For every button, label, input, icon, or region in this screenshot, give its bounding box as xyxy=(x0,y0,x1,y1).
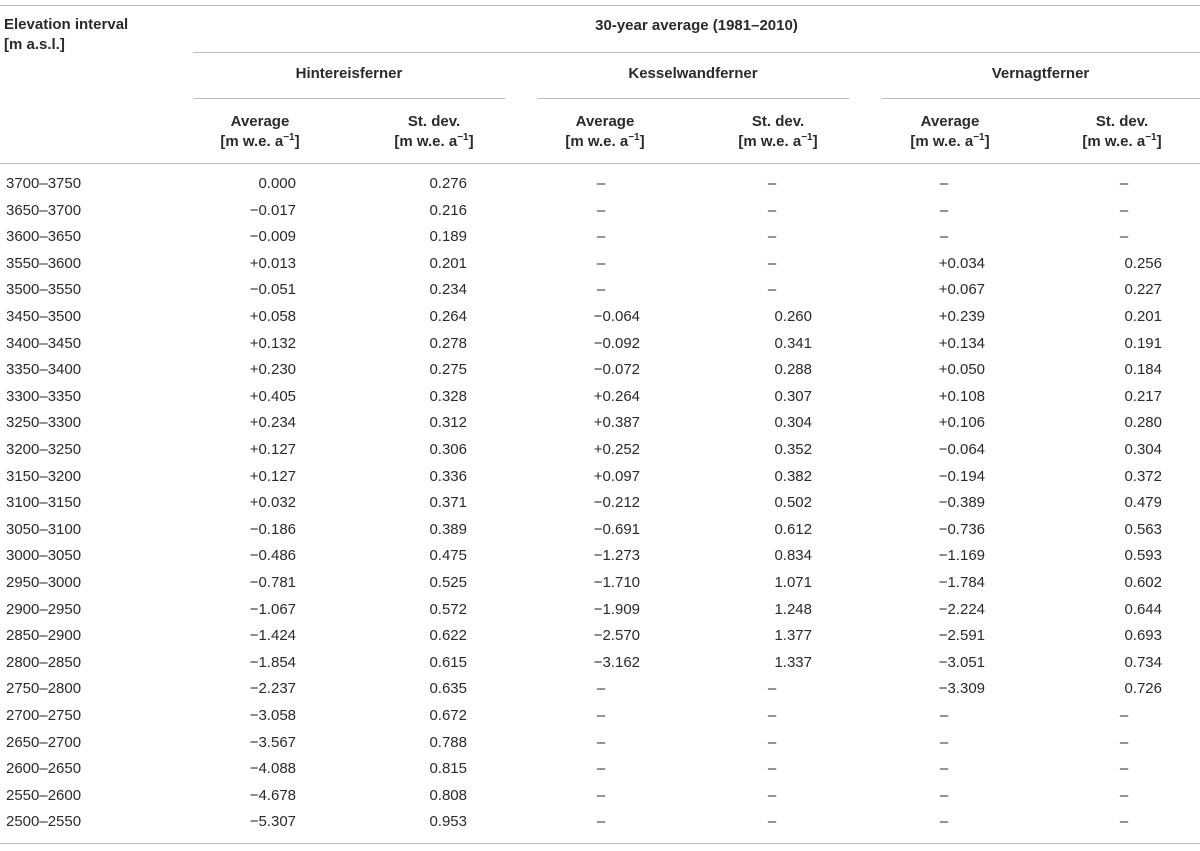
glacier-rule-vernagtferner xyxy=(881,98,1200,99)
st-dev-cell: 0.644 xyxy=(1124,600,1162,618)
average-cell: −1.784 xyxy=(938,574,985,591)
average-cell: −1.067 xyxy=(249,600,296,618)
elevation-interval-cell: 2550–2600 xyxy=(6,786,82,804)
st-dev-cell: 0.672 xyxy=(429,707,467,724)
average-cell: −0.736 xyxy=(938,520,985,538)
elevation-interval-cell: 3300–3350 xyxy=(6,387,82,405)
st-dev-cell: – xyxy=(1119,175,1129,192)
st-dev-cell: – xyxy=(767,707,777,724)
elevation-interval-cell: 2700–2750 xyxy=(6,707,82,724)
st-dev-cell: 0.602 xyxy=(1124,574,1162,591)
st-dev-cell: 0.734 xyxy=(1124,653,1162,671)
st-dev-cell: – xyxy=(1119,228,1129,246)
st-dev-cell: 1.071 xyxy=(774,574,812,591)
st-dev-cell: 0.622 xyxy=(429,627,467,645)
average-cell: – xyxy=(939,786,949,804)
elevation-interval-cell: 3500–3550 xyxy=(6,281,82,299)
st-dev-cell: – xyxy=(767,760,777,778)
elevation-interval-cell: 3700–3750 xyxy=(6,175,82,192)
average-cell: +0.032 xyxy=(249,494,296,512)
average-cell: +0.106 xyxy=(938,414,985,432)
st-dev-cell: 0.278 xyxy=(429,334,467,352)
st-dev-cell: 0.275 xyxy=(429,361,467,379)
average-cell: 0.000 xyxy=(258,175,296,192)
average-cell: +0.252 xyxy=(593,441,640,458)
st-dev-cell: 1.337 xyxy=(774,653,812,671)
average-cell: −2.237 xyxy=(249,680,296,698)
st-dev-cell: 0.306 xyxy=(429,441,467,458)
average-cell: – xyxy=(939,760,949,778)
st-dev-cell: – xyxy=(767,786,777,804)
elevation-interval-cell: 3250–3300 xyxy=(6,414,82,432)
elevation-interval-cell: 3550–3600 xyxy=(6,254,82,272)
average-cell: −3.058 xyxy=(249,707,296,724)
col-header-st-dev: St. dev. [m w.e. $a^{-1}$] xyxy=(1082,113,1162,150)
st-dev-cell: 0.612 xyxy=(774,520,812,538)
stub-header-line-1: Elevation interval xyxy=(4,16,129,33)
elevation-interval-cell: 3200–3250 xyxy=(6,441,82,458)
glacier-header-vernagtferner: Vernagtferner xyxy=(991,65,1090,82)
st-dev-cell: 0.260 xyxy=(774,308,812,325)
average-cell: – xyxy=(596,786,606,804)
st-dev-cell: 0.372 xyxy=(1124,467,1162,485)
average-cell: +0.387 xyxy=(593,414,640,432)
average-cell: +0.132 xyxy=(249,334,296,352)
st-dev-cell: 0.593 xyxy=(1124,547,1162,565)
st-dev-cell: 0.635 xyxy=(429,680,467,698)
average-cell: – xyxy=(939,733,949,751)
average-cell: −0.072 xyxy=(593,361,640,379)
average-cell: −1.854 xyxy=(249,653,296,671)
elevation-interval-cell: 2650–2700 xyxy=(6,733,82,751)
st-dev-cell: 1.248 xyxy=(774,600,812,618)
average-cell: – xyxy=(596,228,606,246)
bottom-rule xyxy=(0,843,1200,844)
st-dev-cell: 0.693 xyxy=(1124,627,1162,645)
st-dev-cell: 0.788 xyxy=(429,733,467,751)
average-cell: – xyxy=(939,175,949,192)
average-cell: +0.134 xyxy=(938,334,985,352)
st-dev-cell: 0.191 xyxy=(1124,334,1162,352)
average-cell: −0.212 xyxy=(593,494,640,512)
average-cell: +0.127 xyxy=(249,467,296,485)
st-dev-cell: – xyxy=(1119,760,1129,778)
st-dev-cell: 0.184 xyxy=(1124,361,1162,379)
st-dev-cell: 0.572 xyxy=(429,600,467,618)
average-cell: +0.058 xyxy=(249,308,296,325)
st-dev-cell: 0.288 xyxy=(774,361,812,379)
stub-header-line-2: [m a.s.l.] xyxy=(4,36,65,53)
average-cell: −1.169 xyxy=(938,547,985,565)
top-rule xyxy=(0,5,1200,6)
st-dev-cell: – xyxy=(767,733,777,751)
average-cell: – xyxy=(596,733,606,751)
elevation-interval-cell: 3350–3400 xyxy=(6,361,82,379)
st-dev-cell: 0.328 xyxy=(429,387,467,405)
st-dev-cell: – xyxy=(767,201,777,219)
average-cell: – xyxy=(596,175,606,192)
st-dev-cell: 0.256 xyxy=(1124,254,1162,272)
st-dev-cell: 0.475 xyxy=(429,547,467,565)
st-dev-cell: 0.389 xyxy=(429,520,467,538)
st-dev-cell: 0.615 xyxy=(429,653,467,671)
st-dev-cell: 0.312 xyxy=(429,414,467,432)
elevation-interval-cell: 3400–3450 xyxy=(6,334,82,352)
st-dev-cell: – xyxy=(767,228,777,246)
average-cell: −4.678 xyxy=(249,786,296,804)
average-cell: −5.307 xyxy=(249,813,296,831)
st-dev-cell: 0.479 xyxy=(1124,494,1162,512)
average-cell: +0.050 xyxy=(938,361,985,379)
average-cell: +0.097 xyxy=(593,467,640,485)
elevation-interval-cell: 3650–3700 xyxy=(6,201,82,219)
average-cell: – xyxy=(596,680,606,698)
average-cell: – xyxy=(596,813,606,831)
average-cell: +0.034 xyxy=(938,254,985,272)
average-cell: −0.017 xyxy=(249,201,296,219)
header-bottom-rule xyxy=(0,163,1200,164)
average-cell: +0.127 xyxy=(249,441,296,458)
average-cell: – xyxy=(939,707,949,724)
st-dev-cell: 0.227 xyxy=(1124,281,1162,299)
glacier-header-hintereisferner: Hintereisferner xyxy=(295,65,403,82)
col-header-st-dev: St. dev. [m w.e. $a^{-1}$] xyxy=(394,113,474,150)
st-dev-cell: 0.304 xyxy=(1124,441,1162,458)
average-cell: +0.234 xyxy=(249,414,296,432)
st-dev-cell: – xyxy=(1119,733,1129,751)
st-dev-cell: 1.377 xyxy=(774,627,812,645)
average-cell: – xyxy=(596,760,606,778)
glacier-header-kesselwandferner: Kesselwandferner xyxy=(628,65,758,82)
st-dev-cell: – xyxy=(1119,813,1129,831)
average-cell: −0.064 xyxy=(938,441,985,458)
st-dev-cell: 0.217 xyxy=(1124,387,1162,405)
average-cell: – xyxy=(939,201,949,219)
average-cell: −2.570 xyxy=(593,627,640,645)
elevation-interval-cell: 3450–3500 xyxy=(6,308,82,325)
st-dev-cell: 0.371 xyxy=(429,494,467,512)
average-cell: – xyxy=(596,254,606,272)
average-cell: – xyxy=(939,813,949,831)
st-dev-cell: 0.352 xyxy=(774,441,812,458)
st-dev-cell: – xyxy=(767,175,777,192)
stub-header xyxy=(4,15,184,55)
elevation-interval-cell: 3050–3100 xyxy=(6,520,82,538)
spanner-header: 30-year average (1981–2010) xyxy=(595,17,798,34)
elevation-interval-cell: 2500–2550 xyxy=(6,813,82,831)
st-dev-cell: 0.336 xyxy=(429,467,467,485)
average-cell: +0.239 xyxy=(938,308,985,325)
st-dev-cell: 0.808 xyxy=(429,786,467,804)
st-dev-cell: 0.276 xyxy=(429,175,467,192)
st-dev-cell: 0.525 xyxy=(429,574,467,591)
elevation-interval-cell: 2900–2950 xyxy=(6,600,82,618)
average-cell: – xyxy=(596,281,606,299)
average-cell: −3.567 xyxy=(249,733,296,751)
average-cell: −4.088 xyxy=(249,760,296,778)
col-header-average: Average [m w.e. $a^{-1}$] xyxy=(910,113,990,150)
st-dev-cell: 0.563 xyxy=(1124,520,1162,538)
average-cell: −0.194 xyxy=(938,467,985,485)
glacier-rule-hintereisferner xyxy=(193,98,505,99)
col-header-average: Average [m w.e. $a^{-1}$] xyxy=(565,113,645,150)
average-cell: −1.424 xyxy=(249,627,296,645)
st-dev-cell: 0.234 xyxy=(429,281,467,299)
st-dev-cell: 0.307 xyxy=(774,387,812,405)
col-header-average: Average [m w.e. $a^{-1}$] xyxy=(220,113,300,150)
average-cell: −2.224 xyxy=(938,600,985,618)
average-cell: −0.781 xyxy=(249,574,296,591)
st-dev-cell: 0.189 xyxy=(429,228,467,246)
st-dev-cell: – xyxy=(767,254,777,272)
st-dev-cell: 0.726 xyxy=(1124,680,1162,698)
average-cell: −0.486 xyxy=(249,547,296,565)
elevation-interval-cell: 2800–2850 xyxy=(6,653,82,671)
elevation-interval-cell: 2750–2800 xyxy=(6,680,82,698)
average-cell: −2.591 xyxy=(938,627,985,645)
elevation-interval-cell: 2850–2900 xyxy=(6,627,82,645)
st-dev-cell: 0.280 xyxy=(1124,414,1162,432)
elevation-interval-cell: 3600–3650 xyxy=(6,228,82,246)
elevation-interval-cell: 3000–3050 xyxy=(6,547,82,565)
average-cell: −1.710 xyxy=(593,574,640,591)
st-dev-cell: 0.201 xyxy=(1124,308,1162,325)
average-cell: – xyxy=(939,228,949,246)
average-cell: −3.162 xyxy=(593,653,640,671)
st-dev-cell: 0.382 xyxy=(774,467,812,485)
st-dev-cell: – xyxy=(1119,786,1129,804)
average-cell: +0.108 xyxy=(938,387,985,405)
average-cell: – xyxy=(596,201,606,219)
col-header-st-dev: St. dev. [m w.e. $a^{-1}$] xyxy=(738,113,818,150)
st-dev-cell: – xyxy=(767,813,777,831)
elevation-interval-cell: 2950–3000 xyxy=(6,574,82,591)
average-cell: −0.092 xyxy=(593,334,640,352)
st-dev-cell: 0.815 xyxy=(429,760,467,778)
spanner-rule xyxy=(193,52,1200,53)
glacier-rule-kesselwandferner xyxy=(537,98,849,99)
average-cell: +0.405 xyxy=(249,387,296,405)
average-cell: +0.264 xyxy=(593,387,640,405)
average-cell: −0.009 xyxy=(249,228,296,246)
average-cell: −0.051 xyxy=(249,281,296,299)
average-cell: −1.273 xyxy=(593,547,640,565)
st-dev-cell: – xyxy=(1119,201,1129,219)
average-cell: −3.051 xyxy=(938,653,985,671)
elevation-interval-cell: 3150–3200 xyxy=(6,467,82,485)
average-cell: −1.909 xyxy=(593,600,640,618)
average-cell: −0.691 xyxy=(593,520,640,538)
st-dev-cell: 0.264 xyxy=(429,308,467,325)
average-cell: +0.013 xyxy=(249,254,296,272)
elevation-interval-cell: 2600–2650 xyxy=(6,760,82,778)
average-cell: −0.389 xyxy=(938,494,985,512)
average-cell: – xyxy=(596,707,606,724)
elevation-interval-cell: 3100–3150 xyxy=(6,494,82,512)
st-dev-cell: 0.834 xyxy=(774,547,812,565)
average-cell: −3.309 xyxy=(938,680,985,698)
st-dev-cell: 0.201 xyxy=(429,254,467,272)
average-cell: +0.067 xyxy=(938,281,985,299)
average-cell: +0.230 xyxy=(249,361,296,379)
st-dev-cell: – xyxy=(767,281,777,299)
st-dev-cell: 0.216 xyxy=(429,201,467,219)
average-cell: −0.064 xyxy=(593,308,640,325)
st-dev-cell: – xyxy=(767,680,777,698)
st-dev-cell: 0.502 xyxy=(774,494,812,512)
st-dev-cell: 0.953 xyxy=(429,813,467,831)
st-dev-cell: 0.341 xyxy=(774,334,812,352)
st-dev-cell: 0.304 xyxy=(774,414,812,432)
average-cell: −0.186 xyxy=(249,520,296,538)
st-dev-cell: – xyxy=(1119,707,1129,724)
